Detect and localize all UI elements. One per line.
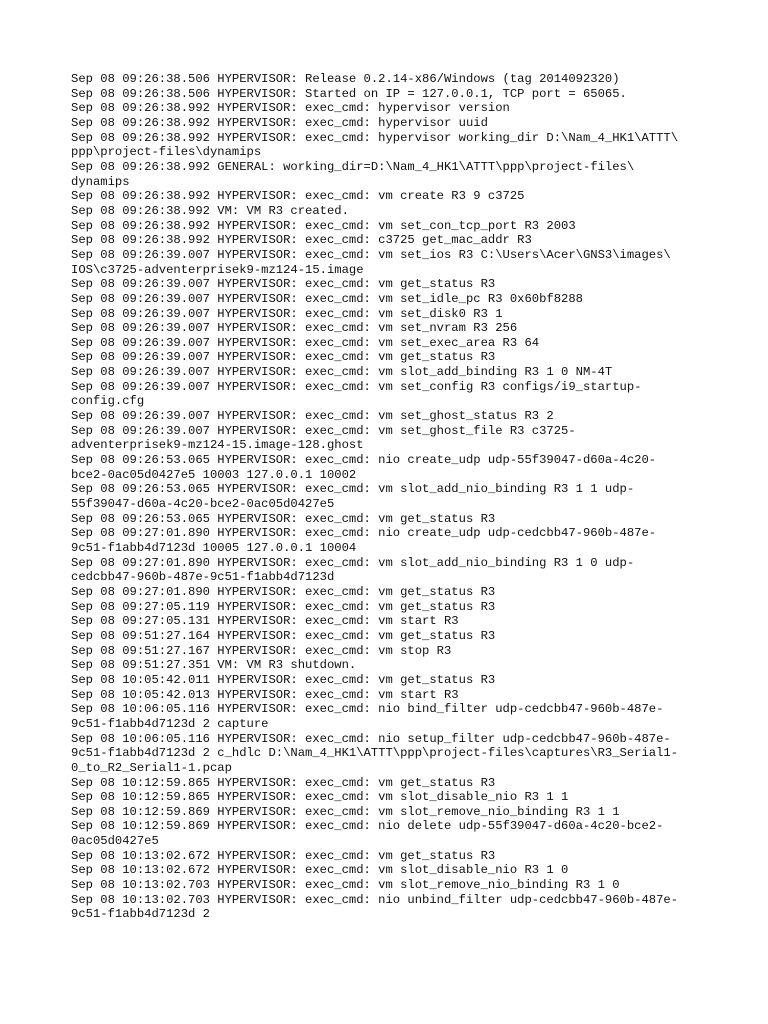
log-line: Sep 08 09:26:38.992 GENERAL: working_dir=D:\Nam_4_HK1\ATTT\ppp\project-files\ [71, 159, 635, 174]
log-line: Sep 08 09:27:05.131 HYPERVISOR: exec_cmd: vm start R3 [71, 614, 459, 629]
log-line: Sep 08 09:51:27.351 VM: VM R3 shutdown. [71, 658, 357, 673]
log-line: 9c51-f1abb4d7123d 2 capture [71, 716, 269, 731]
log-line: 0_to_R2_Serial1-1.pcap [71, 760, 232, 775]
log-line: bce2-0ac05d0427e5 10003 127.0.0.1 10002 [71, 467, 357, 482]
log-line: Sep 08 09:26:39.007 HYPERVISOR: exec_cmd: vm slot_add_binding R3 1 0 NM-4T [71, 365, 613, 380]
log-line: Sep 08 10:13:02.672 HYPERVISOR: exec_cmd: vm get_status R3 [71, 848, 496, 863]
log-line: 55f39047-d60a-4c20-bce2-0ac05d0427e5 [71, 497, 335, 512]
log-line: Sep 08 09:26:39.007 HYPERVISOR: exec_cmd: vm set_exec_area R3 64 [71, 335, 540, 350]
log-line: Sep 08 10:12:59.865 HYPERVISOR: exec_cmd: vm slot_disable_nio R3 1 1 [71, 790, 569, 805]
log-line: Sep 08 10:06:05.116 HYPERVISOR: exec_cmd: nio setup_filter udp-cedcbb47-960b-487e- [71, 731, 671, 746]
log-line: Sep 08 10:12:59.869 HYPERVISOR: exec_cmd: vm slot_remove_nio_binding R3 1 1 [71, 804, 620, 819]
log-line: Sep 08 09:26:38.506 HYPERVISOR: Release 0.2.14-x86/Windows (tag 2014092320) [71, 72, 620, 86]
log-line: Sep 08 10:13:02.703 HYPERVISOR: exec_cmd: vm slot_remove_nio_binding R3 1 0 [71, 878, 620, 893]
log-line: Sep 08 09:26:53.065 HYPERVISOR: exec_cmd: vm get_status R3 [71, 511, 496, 526]
log-line: Sep 08 09:51:27.167 HYPERVISOR: exec_cmd: vm stop R3 [71, 643, 452, 658]
log-line: Sep 08 09:26:39.007 HYPERVISOR: exec_cmd: vm set_idle_pc R3 0x60bf8288 [71, 291, 583, 306]
log-document [71, 72, 711, 922]
log-line: Sep 08 09:26:39.007 HYPERVISOR: exec_cmd: vm set_config R3 configs/i9_startup- [71, 379, 642, 394]
log-line: Sep 08 09:27:05.119 HYPERVISOR: exec_cmd: vm get_status R3 [71, 599, 496, 614]
log-line: Sep 08 09:26:38.992 HYPERVISOR: exec_cmd: hypervisor working_dir D:\Nam_4_HK1\ATTT\ [71, 130, 679, 145]
log-line: 9c51-f1abb4d7123d 10005 127.0.0.1 10004 [71, 541, 357, 555]
log-line: adventerprisek9-mz124-15.image-128.ghost [71, 438, 364, 453]
log-line: Sep 08 09:26:39.007 HYPERVISOR: exec_cmd: vm set_ghost_file R3 c3725- [71, 423, 576, 438]
log-line: 0ac05d0427e5 [71, 834, 159, 849]
log-line: Sep 08 09:26:39.007 HYPERVISOR: exec_cmd: vm get_status R3 [71, 350, 496, 365]
log-line: Sep 08 09:26:38.992 HYPERVISOR: exec_cmd: hypervisor version [71, 101, 510, 116]
log-line: IOS\c3725-adventerprisek9-mz124-15.image [71, 262, 364, 277]
log-line: Sep 08 09:26:39.007 HYPERVISOR: exec_cmd: vm set_nvram R3 256 [71, 321, 518, 336]
log-line: Sep 08 10:12:59.869 HYPERVISOR: exec_cmd: nio delete udp-55f39047-d60a-4c20-bce2- [71, 819, 664, 834]
log-line: 9c51-f1abb4d7123d 2 c_hdlc D:\Nam_4_HK1\ATTT\ppp\project-files\captures\R3_Serial1- [71, 746, 679, 761]
log-line: Sep 08 10:05:42.011 HYPERVISOR: exec_cmd: vm get_status R3 [71, 672, 496, 687]
log-line: cedcbb47-960b-487e-9c51-f1abb4d7123d [71, 570, 335, 585]
log-line: Sep 08 09:27:01.890 HYPERVISOR: exec_cmd: vm get_status R3 [71, 584, 496, 599]
log-line: Sep 08 09:26:39.007 HYPERVISOR: exec_cmd: vm set_ios R3 C:\Users\Acer\GNS3\images\ [71, 247, 671, 262]
log-line: ppp\project-files\dynamips [71, 145, 262, 160]
log-line: dynamips [71, 174, 130, 189]
log-line: 9c51-f1abb4d7123d 2 [71, 907, 210, 922]
log-line: Sep 08 09:26:38.992 HYPERVISOR: exec_cmd: vm create R3 9 c3725 [71, 189, 525, 204]
log-line: Sep 08 09:26:38.992 HYPERVISOR: exec_cmd: c3725 get_mac_addr R3 [71, 233, 532, 248]
log-line: Sep 08 10:13:02.672 HYPERVISOR: exec_cmd: vm slot_disable_nio R3 1 0 [71, 863, 569, 878]
log-line: Sep 08 09:27:01.890 HYPERVISOR: exec_cmd: nio create_udp udp-cedcbb47-960b-487e- [71, 526, 657, 541]
log-line: Sep 08 09:26:39.007 HYPERVISOR: exec_cmd: vm set_disk0 R3 1 [71, 306, 503, 321]
log-line: Sep 08 10:06:05.116 HYPERVISOR: exec_cmd: nio bind_filter udp-cedcbb47-960b-487e- [71, 702, 664, 717]
log-line: Sep 08 09:26:53.065 HYPERVISOR: exec_cmd: vm slot_add_nio_binding R3 1 1 udp- [71, 482, 635, 497]
log-line: Sep 08 10:12:59.865 HYPERVISOR: exec_cmd: vm get_status R3 [71, 775, 496, 790]
log-line: Sep 08 09:26:38.992 HYPERVISOR: exec_cmd: hypervisor uuid [71, 115, 488, 130]
log-line: Sep 08 09:27:01.890 HYPERVISOR: exec_cmd: vm slot_add_nio_binding R3 1 0 udp- [71, 555, 635, 570]
log-line: config.cfg [71, 394, 145, 409]
log-line: Sep 08 09:26:38.992 HYPERVISOR: exec_cmd: vm set_con_tcp_port R3 2003 [71, 218, 576, 233]
log-line: Sep 08 09:26:39.007 HYPERVISOR: exec_cmd: vm set_ghost_status R3 2 [71, 409, 554, 424]
log-line: Sep 08 10:13:02.703 HYPERVISOR: exec_cmd: nio unbind_filter udp-cedcbb47-960b-487e- [71, 892, 679, 907]
log-line: Sep 08 09:26:38.992 VM: VM R3 created. [71, 203, 349, 218]
log-line: Sep 08 09:51:27.164 HYPERVISOR: exec_cmd: vm get_status R3 [71, 628, 496, 643]
log-line: Sep 08 09:26:53.065 HYPERVISOR: exec_cmd: nio create_udp udp-55f39047-d60a-4c20- [71, 453, 657, 468]
log-line: Sep 08 10:05:42.013 HYPERVISOR: exec_cmd: vm start R3 [71, 687, 459, 702]
log-line: Sep 08 09:26:39.007 HYPERVISOR: exec_cmd: vm get_status R3 [71, 277, 496, 292]
log-line: Sep 08 09:26:38.506 HYPERVISOR: Started on IP = 127.0.0.1, TCP port = 65065. [71, 86, 627, 101]
